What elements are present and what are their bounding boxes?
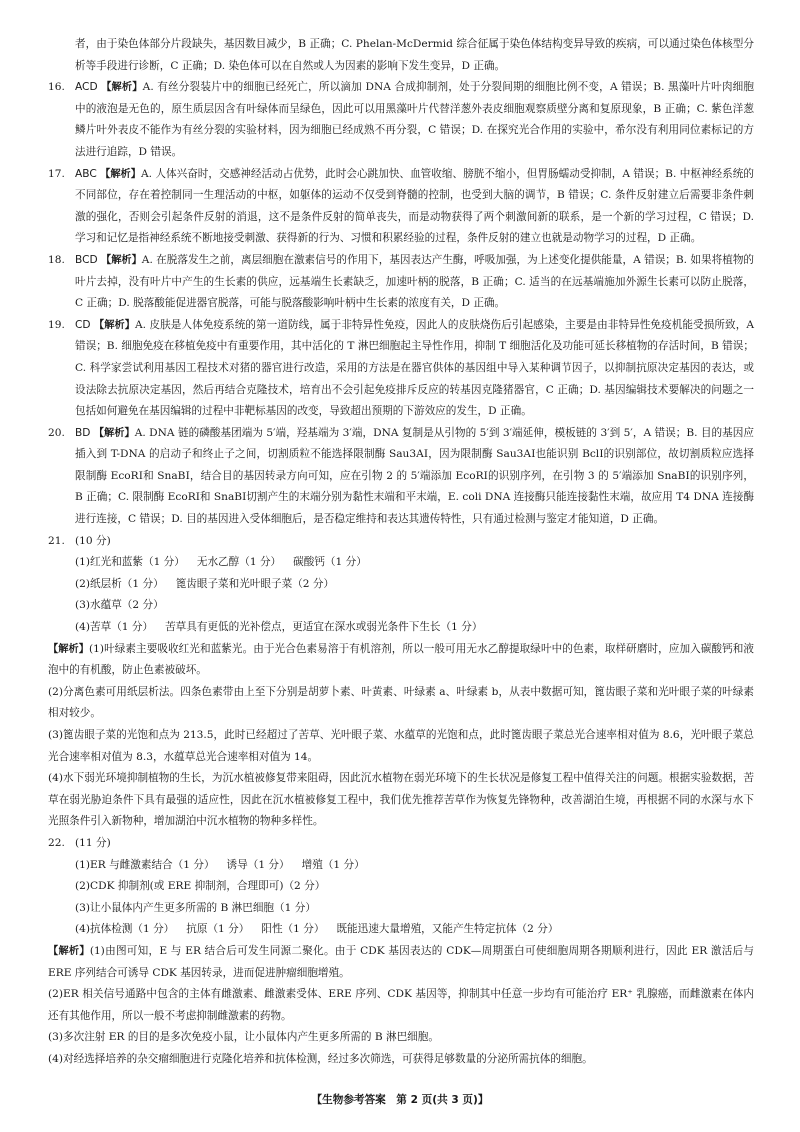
question-22-answers <box>48 855 754 941</box>
page-footer: 【生物参考答案 第 2 页(共 3 页)】 <box>311 1094 489 1106</box>
item-answer: BCD <box>75 253 98 266</box>
answer-part: 增殖（1 分） <box>301 858 365 871</box>
answer-line <box>48 574 754 596</box>
item-explanation: A. DNA 链的磷酸基团端为 5′端，羟基端为 3′端，DNA 复制是从引物的 5′到 3′端延伸，模板链的 3′到 5′，A 错误；B. 目的基因应插入到 T-DNA 的启动子和终止子之间，切割质粒不能选择限制酶 Sau3AⅠ，因为限制酶 Sau3AⅠ也能识别 BclⅠ的识别部位，故切割质粒应选择限制酶 EcoRⅠ和 SnaBⅠ，结合目的基因转录方向可知，应在引物 2 的 5′端添加 EcoRⅠ的识别序列，在引物 3 的 5′端添加 SnaBⅠ的识别序列，B 正确；C. 限制酶 EcoRⅠ和 SnaBⅠ切割产生的末端分别为黏性末端和平末端，E. coli DNA 连接酶只能连接黏性末端，故应用 T4 DNA 连接酶进行连接，C 错误；D. 目的基因进入受体细胞后，是否稳定维持和表达其遗传特性，只有通过检测与鉴定才能知道，D 正确。 <box>75 426 754 526</box>
item-answer: CD <box>75 318 91 331</box>
answer-line <box>48 855 754 877</box>
question-22 <box>48 833 754 1071</box>
answer-part: (3)让小鼠体内产生更多所需的 B 淋巴细胞（1 分） <box>75 901 316 914</box>
item-number: 19. <box>48 318 65 331</box>
question-22-score: (11 分) <box>75 836 111 849</box>
answer-part: (2)CDK 抑制剂(或 ERE 抑制剂，合理即可)（2 分） <box>75 880 326 893</box>
answer-part: 诱导（1 分） <box>226 858 290 871</box>
item-explanation: A. 人体兴奋时，交感神经活动占优势，此时会心跳加快、血管收缩、膀胱不缩小，但胃肠蠕动受抑制，A 错误；B. 中枢神经系统的不同部位，存在着控制同一生理活动的中枢，如躯体的运动不仅受到脊髓的控制，也受到大脑的调节，B 错误；C. 条件反射建立后需要非条件刺激的强化，否则会引起条件反射的消退，这不是条件反射的简单丧失，而是动物获得了两个刺激间新的联系，是一个新的学习过程，C 错误；D. 学习和记忆是指神经系统不断地接受刺激、获得新的行为、习惯和积累经验的过程，条件反射的建立也就是动物学习的过程，D 正确。 <box>75 167 754 245</box>
explanation-tag: 【解析】 <box>94 319 136 331</box>
explanation-text: (1)叶绿素主要吸收红光和蓝紫光。由于光合色素易溶于有机溶剂，所以一般可用无水乙醇提取绿叶中的色素，取样研磨时，应加入碳酸钙和液泡中的有机酸，防止色素被破坏。 <box>48 642 754 677</box>
question-21-score: (10 分) <box>75 534 111 547</box>
item-number: 18. <box>48 253 65 266</box>
question-21-explanation <box>48 639 754 833</box>
explanation-paragraph <box>48 768 754 833</box>
explanation-paragraph <box>48 984 754 1027</box>
explanation-paragraph <box>48 725 754 768</box>
explanation-text: (3)多次注射 ER 的目的是多次免疫小鼠，让小鼠体内产生更多所需的 B 淋巴细胞。 <box>48 1031 439 1044</box>
answer-line <box>48 876 754 898</box>
explanation-paragraph <box>48 639 754 682</box>
answer-line <box>48 919 754 941</box>
answer-part: 篦齿眼子菜和光叶眼子菜（2 分） <box>175 577 335 590</box>
answer-line <box>48 898 754 920</box>
answer-line <box>48 595 754 617</box>
explanation-text: (1)由图可知，E 与 ER 结合后可发生同源二聚化。由于 CDK 基因表达的 CDK—周期蛋白可使细胞周期各期顺利进行，因此 ER 激活后与 ERE 序列结合可诱导 CDK 基因转录，进而促进肿瘤细胞增殖。 <box>48 944 755 979</box>
explanation-tag: 【解析】 <box>100 168 141 180</box>
item-answer: ACD <box>75 81 98 94</box>
item-number: 20. <box>48 426 65 439</box>
answer-part: (2)纸层析（1 分） <box>75 577 164 590</box>
answer-item <box>48 250 754 315</box>
answer-item <box>48 77 754 163</box>
answer-part: (4)抗体检测（1 分） <box>75 923 175 936</box>
explanation-tag: 【解析】 <box>101 82 143 94</box>
explanation-tag: 【解析】 <box>101 254 142 266</box>
explanation-paragraph <box>48 941 754 984</box>
explanation-tag: 【解析】 <box>93 427 135 439</box>
item-answer: BD <box>75 426 91 439</box>
explanation-paragraph <box>48 1049 754 1071</box>
explanation-text: (4)水下弱光环境抑制植物的生长，为沉水植被修复带来阻碍，因此沉水植物在弱光环境下的生长状况是修复工程中值得关注的问题。根据实验数据，苦草在弱光胁迫条件下具有最强的适应性，因此在沉水植被修复工程中，我们优先推荐苦草作为恢复先锋物种，改善湖泊生境，再根据不同的水深与水下光照条件引入新物种，增加湖泊中沉水植物的物种多样性。 <box>48 772 754 828</box>
question-22-number: 22. <box>48 836 65 849</box>
answer-line <box>48 617 754 639</box>
question-22-explanation <box>48 941 754 1071</box>
answer-part: (4)苦草（1 分） <box>75 621 154 634</box>
item-number: 16. <box>48 81 65 94</box>
explanation-text: (2)ER 相关信号通路中包含的主体有雌激素、雌激素受体、ERE 序列、CDK 基因等，抑制其中任意一步均有可能治疗 ER⁺ 乳腺癌，而雌激素在体内还有其他作用，所以一般不考虑抑制雌激素的药物。 <box>48 988 754 1022</box>
answer-part: 阳性（1 分） <box>261 923 325 936</box>
continuation-paragraph: 者，由于染色体部分片段缺失，基因数目减少，B 正确；C. Phelan-McDermid 综合征属于染色体结构变异导致的疾病，可以通过染色体核型分析等手段进行诊断，C 正确；D. 染色体可以在自然或人为因素的影响下发生变异，D 正确。 <box>75 38 754 72</box>
explanation-tag: 【解析】 <box>48 643 89 655</box>
answer-part: 无水乙醇（1 分） <box>196 556 282 569</box>
item-explanation: A. 在脱落发生之前，离层细胞在激素信号的作用下，基因表达产生酶，呼吸加强，为上述变化提供能量，A 错误；B. 如果将植物的叶片去掉，没有叶片中产生的生长素的供应，远基端生长素缺乏，加速叶柄的脱落，B 正确；C. 适当的在远基端施加外源生长素可以防止脱落，C 正确；D. 脱落酸能促进器官脱落，可能与脱落酸影响叶柄中生长素的浓度有关，D 正确。 <box>75 253 755 310</box>
explanation-tag: 【解析】 <box>48 945 90 957</box>
explanation-text: (2)分离色素可用纸层析法。四条色素带由上至下分别是胡萝卜素、叶黄素、叶绿素 a、叶绿素 b，从表中数据可知，篦齿眼子菜和光叶眼子菜的叶绿素相对较少。 <box>48 685 754 720</box>
explanation-text: (4)对经选择培养的杂交瘤细胞进行克隆化培养和抗体检测，经过多次筛选，可获得足够数量的分泌所需抗体的细胞。 <box>48 1052 593 1065</box>
answer-part: (1)红光和蓝紫（1 分） <box>75 556 185 569</box>
answer-item <box>48 315 754 423</box>
item-answer: ABC <box>75 167 97 180</box>
multiple-choice-answers <box>48 77 754 530</box>
answer-part: 既能迅速大量增殖，又能产生特定抗体（2 分） <box>336 923 559 936</box>
answer-part: 碳酸钙（1 分） <box>293 556 367 569</box>
answer-item <box>48 423 754 531</box>
explanation-text: (3)篦齿眼子菜的光饱和点为 213.5，此时已经超过了苦草、光叶眼子菜、水蕴草的光饱和点，此时篦齿眼子菜总光合速率相对值为 8.6，光叶眼子菜总光合速率相对值为 8.3，水蕴草总光合速率相对值为 14。 <box>48 729 754 763</box>
explanation-paragraph <box>48 682 754 725</box>
answer-part: (3)水蕴草（2 分） <box>75 599 164 612</box>
question-21-answers <box>48 552 754 638</box>
answer-line <box>48 552 754 574</box>
item-number: 17. <box>48 167 65 180</box>
answer-item <box>48 164 754 250</box>
answer-part: 抗原（1 分） <box>186 923 250 936</box>
explanation-paragraph <box>48 1027 754 1049</box>
answer-part: 苦草具有更低的光补偿点，更适宜在深水或弱光条件下生长（1 分） <box>165 621 483 634</box>
item-explanation: A. 有丝分裂装片中的细胞已经死亡，所以滴加 DNA 合成抑制剂，处于分裂间期的细胞比例不变，A 错误；B. 黑藻叶片叶肉细胞中的液泡是无色的，原生质层因含有叶绿体而呈绿色，因此可以用黑藻叶片代替洋葱外表皮细胞观察质壁分离和复原现象，B 正确；C. 紫色洋葱鳞片叶外表皮不能作为有丝分裂的实验材料，因为细胞已经成熟不再分裂，C 错误；D. 在探究光合作用的实验中，希尔没有利用同位素标记的方法进行追踪，D 错误。 <box>75 81 755 158</box>
answer-part: (1)ER 与雌激素结合（1 分） <box>75 858 215 871</box>
question-21-number: 21. <box>48 534 65 547</box>
question-21 <box>48 531 754 833</box>
item-explanation: A. 皮肤是人体免疫系统的第一道防线，属于非特异性免疫，因此人的皮肤烧伤后引起感染，主要是由非特异性免疫机能受损所致，A 错误；B. 细胞免疫在移植免疫中有重要作用，其中活化的 T 淋巴细胞起主导性作用，抑制 T 细胞活化及功能可延长移植物的存活时间，B 错误；C. 科学家尝试利用基因工程技术对猪的器官进行改造，采用的方法是在器官供体的基因组中导入某种调节因子，以抑制抗原决定基因的表达，或设法除去抗原决定基因，然后再结合克隆技术，培育出不会引起免疫排斥反应的转基因克隆猪器官，C 正确；D. 基因编辑技术要解决的问题之一包括如何避免在基因编辑的过程中非靶标基因的改变，导致超出预期的下游效应的发生，D 正确。 <box>75 318 755 418</box>
